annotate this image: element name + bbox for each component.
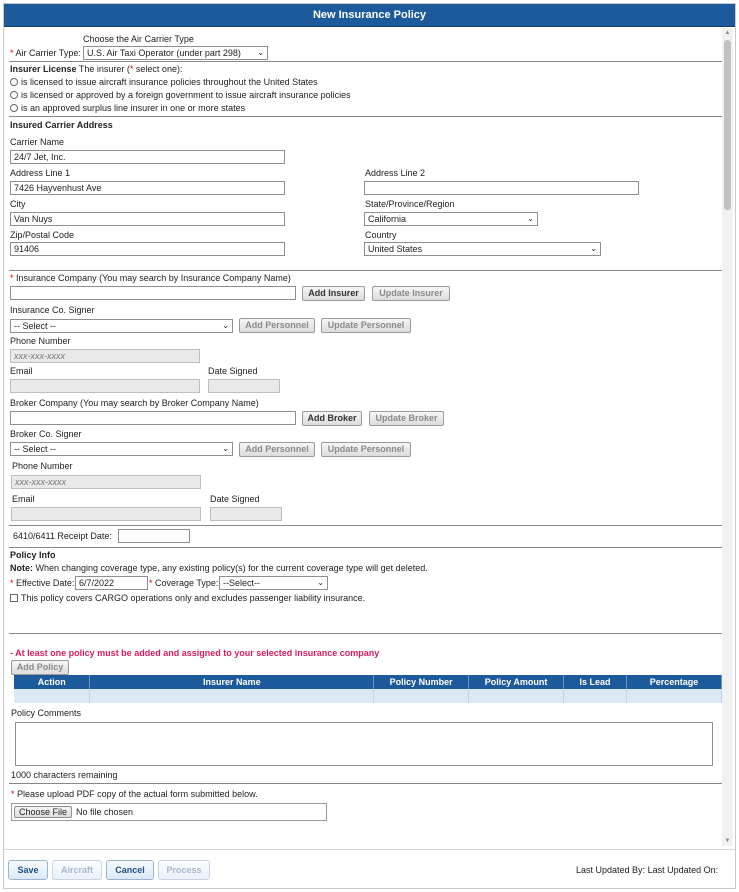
chevron-down-icon: ⌄ <box>257 48 264 57</box>
address-line1-field[interactable] <box>10 181 285 195</box>
table-row <box>14 689 722 703</box>
scroll-down-icon[interactable]: ▼ <box>724 838 731 844</box>
scroll-up-icon[interactable]: ▲ <box>724 30 731 36</box>
divider <box>9 547 725 548</box>
column-header: Insurer Name <box>90 675 374 689</box>
policy-info-heading: Policy Info <box>10 550 56 560</box>
insurance-company-label: * Insurance Company (You may search by Insurance Company Name) <box>10 273 291 283</box>
column-header: Percentage <box>627 675 722 689</box>
insurer-license-intro: Insurer License The insurer (* select one): <box>10 64 183 74</box>
broker-update-personnel-button[interactable]: Update Personnel <box>321 442 411 457</box>
policy-comments-field[interactable] <box>15 722 713 766</box>
license-option-2[interactable]: is licensed or approved by a foreign government to issue aircraft insurance policies <box>10 90 351 100</box>
chevron-down-icon: ⌄ <box>527 214 534 223</box>
carrier-name-label: Carrier Name <box>10 137 65 147</box>
carrier-name-field[interactable] <box>10 150 285 164</box>
vertical-scrollbar[interactable] <box>722 28 733 846</box>
zip-label: Zip/Postal Code <box>10 230 75 240</box>
divider <box>9 270 725 271</box>
divider <box>9 61 725 62</box>
insurer-add-personnel-button[interactable]: Add Personnel <box>239 318 315 333</box>
broker-signer-select[interactable]: -- Select -- ⌄ <box>10 442 233 456</box>
country-label: Country <box>365 230 397 240</box>
address-line2-label: Address Line 2 <box>365 168 426 178</box>
effective-date-label: * Effective Date: <box>10 578 75 588</box>
divider <box>9 116 725 117</box>
cargo-only-checkbox[interactable]: This policy covers CARGO operations only and excludes passenger liability insurance. <box>10 593 365 603</box>
insurer-update-personnel-button[interactable]: Update Personnel <box>321 318 411 333</box>
license-option-3[interactable]: is an approved surplus line insurer in one or more states <box>10 103 245 113</box>
broker-phone-label: Phone Number <box>12 461 73 471</box>
choose-file-button[interactable]: Choose File <box>14 806 72 818</box>
carrier-type-select[interactable]: U.S. Air Taxi Operator (under part 298) ⌄ <box>83 46 268 60</box>
policy-note: Note: When changing coverage type, any existing policy(s) for the current coverage type will get deleted. <box>10 563 428 573</box>
address-line1-label: Address Line 1 <box>10 168 71 178</box>
checkbox[interactable] <box>10 594 18 602</box>
save-button[interactable]: Save <box>8 860 48 880</box>
characters-remaining: 1000 characters remaining <box>11 770 118 780</box>
insurer-phone-label: Phone Number <box>10 336 71 346</box>
broker-email-label: Email <box>12 494 35 504</box>
policy-warning: - At least one policy must be added and assigned to your selected insurance company <box>10 648 380 658</box>
broker-company-search[interactable] <box>10 411 296 425</box>
insurance-signer-select[interactable]: -- Select -- ⌄ <box>10 319 233 333</box>
chevron-down-icon: ⌄ <box>222 444 229 453</box>
broker-date-signed-label: Date Signed <box>210 494 260 504</box>
carrier-type-label: * Air Carrier Type: <box>10 48 81 58</box>
address-heading: Insured Carrier Address <box>10 120 113 130</box>
update-insurer-button[interactable]: Update Insurer <box>372 286 450 301</box>
broker-phone-field <box>11 475 201 489</box>
chevron-down-icon: ⌄ <box>590 244 597 253</box>
state-label: State/Province/Region <box>365 199 455 209</box>
add-insurer-button[interactable]: Add Insurer <box>302 286 365 301</box>
insurance-company-search[interactable] <box>10 286 296 300</box>
broker-email-field <box>11 507 201 521</box>
file-status: No file chosen <box>76 807 134 817</box>
policy-table <box>14 675 722 703</box>
add-policy-button[interactable]: Add Policy <box>11 660 69 675</box>
city-label: City <box>10 199 26 209</box>
insurance-policy-dialog <box>3 3 736 889</box>
radio-button[interactable] <box>10 91 18 99</box>
address-line2-field[interactable] <box>364 181 639 195</box>
broker-signer-label: Broker Co. Signer <box>10 429 82 439</box>
upload-label: * Please upload PDF copy of the actual form submitted below. <box>11 789 258 799</box>
carrier-type-caption: Choose the Air Carrier Type <box>83 34 194 44</box>
update-broker-button[interactable]: Update Broker <box>369 411 444 426</box>
insurer-date-signed-label: Date Signed <box>208 366 258 376</box>
insurer-date-signed-field <box>208 379 280 393</box>
divider <box>9 633 725 634</box>
column-header: Policy Number <box>374 675 469 689</box>
column-header: Policy Amount <box>469 675 564 689</box>
add-broker-button[interactable]: Add Broker <box>302 411 362 426</box>
license-option-1[interactable]: is licensed to issue aircraft insurance policies throughout the United States <box>10 77 318 87</box>
effective-date-field[interactable] <box>75 576 148 590</box>
last-updated-info: Last Updated By: Last Updated On: <box>576 865 719 875</box>
broker-date-signed-field <box>210 507 282 521</box>
country-select[interactable]: United States ⌄ <box>364 242 601 256</box>
cancel-button[interactable]: Cancel <box>106 860 154 880</box>
insurer-email-label: Email <box>10 366 33 376</box>
broker-add-personnel-button[interactable]: Add Personnel <box>239 442 315 457</box>
coverage-type-select[interactable]: --Select-- ⌄ <box>219 576 328 590</box>
coverage-type-label: * Coverage Type: <box>149 578 219 588</box>
radio-button[interactable] <box>10 78 18 86</box>
receipt-date-field[interactable] <box>118 529 190 543</box>
policy-comments-label: Policy Comments <box>11 708 82 718</box>
zip-field[interactable] <box>10 242 285 256</box>
chevron-down-icon: ⌄ <box>317 578 324 587</box>
column-header: Is Lead <box>564 675 627 689</box>
insurer-phone-field <box>10 349 200 363</box>
divider <box>9 783 725 784</box>
footer-divider <box>4 849 735 850</box>
file-upload-field[interactable] <box>11 803 327 821</box>
insurance-signer-label: Insurance Co. Signer <box>10 305 95 315</box>
chevron-down-icon: ⌄ <box>222 321 229 330</box>
column-header: Action <box>14 675 90 689</box>
receipt-date-label: 6410/6411 Receipt Date: <box>13 531 112 541</box>
process-button[interactable]: Process <box>158 860 210 880</box>
table-header-row <box>14 675 722 689</box>
dialog-title: New Insurance Policy <box>4 4 735 27</box>
scrollbar-thumb[interactable] <box>724 40 731 210</box>
radio-button[interactable] <box>10 104 18 112</box>
aircraft-button[interactable]: Aircraft <box>52 860 102 880</box>
city-field[interactable] <box>10 212 285 226</box>
dialog-content <box>4 28 737 846</box>
insurer-email-field <box>10 379 200 393</box>
state-select[interactable]: California ⌄ <box>364 212 538 226</box>
broker-company-label: Broker Company (You may search by Broker Company Name) <box>10 398 259 408</box>
divider <box>9 525 725 526</box>
